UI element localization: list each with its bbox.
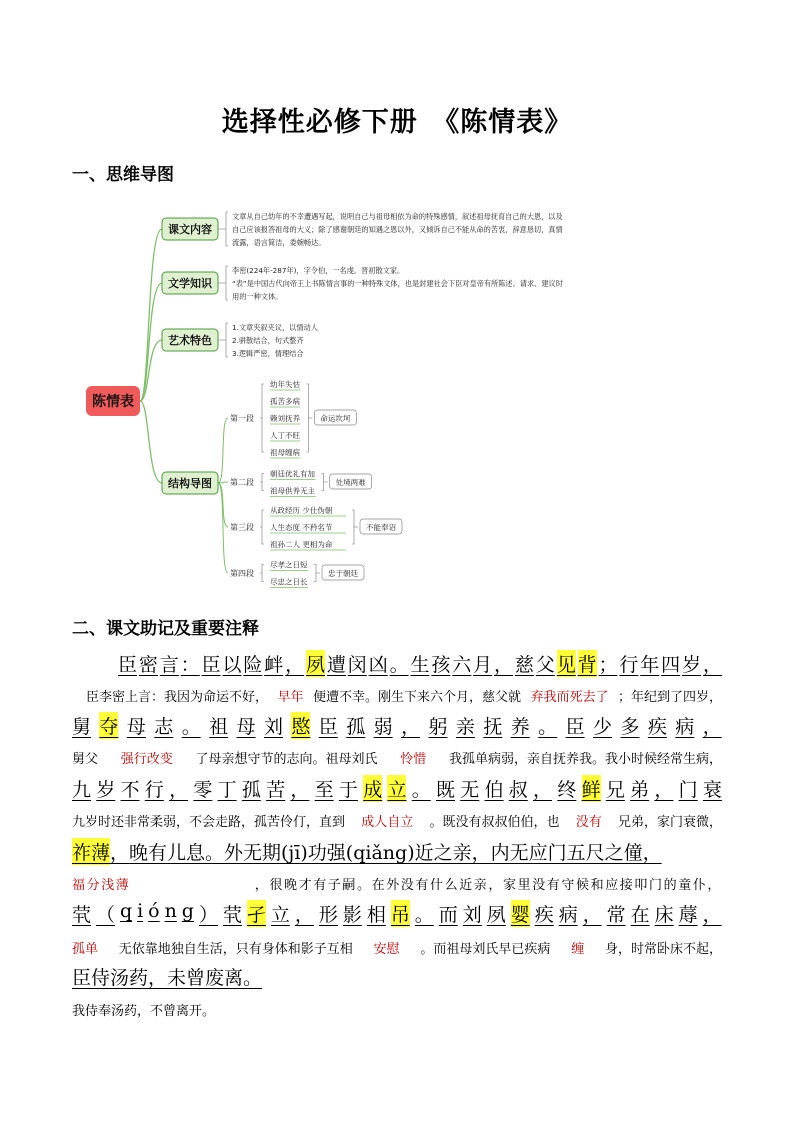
highlighted-word: 祚薄	[72, 838, 110, 865]
branch-text-line: 用的一种文体。	[232, 292, 283, 301]
highlighted-word: 立	[387, 775, 406, 802]
text-segment: 抚	[483, 716, 503, 738]
original-text	[72, 712, 722, 739]
translation-line	[72, 874, 722, 893]
translation-segment: 了母亲想守节的志向。祖母刘氏	[195, 752, 378, 767]
text-segment: 。	[389, 654, 409, 676]
text-segment: ，	[702, 716, 722, 738]
text-segment: 月	[473, 654, 493, 676]
paragraph-bracket	[260, 474, 264, 491]
text-segment: 门	[678, 779, 698, 801]
text-segment: 多	[620, 716, 640, 738]
text-segment: 衅	[264, 654, 284, 676]
structure-connector	[218, 418, 228, 483]
text-segment: 舅	[72, 716, 92, 738]
translation-segment: 舅父	[72, 752, 99, 767]
highlighted-word: 孑	[247, 900, 266, 927]
text-segment: 臣	[318, 716, 338, 738]
branch-text-line: 1.文章夹叙夹议，以情动人	[232, 323, 318, 332]
text-segment: 兄	[605, 779, 625, 801]
text-segment: ，	[290, 779, 310, 801]
text-segment: 以	[222, 654, 242, 676]
translation-segment: 。既没有叔叔伯伯，也	[429, 815, 560, 830]
paragraph-bracket	[260, 510, 264, 544]
translation-segment: 无依靠地独自生活，只有身体和影子互相	[118, 942, 353, 957]
key-annotation: 强行改变	[120, 752, 173, 767]
text-segment: 少	[593, 716, 613, 738]
translation-line	[72, 1000, 215, 1019]
original-text-line	[72, 838, 722, 865]
summary-label: 不能奉诏	[366, 523, 396, 532]
structure-item: 祖母缠病	[270, 448, 300, 457]
original-text-line	[72, 900, 722, 927]
branch-text-line: “表”是中国古代向帝王上书陈情言事的一种特殊文体，也是封建社会下臣对皇帝有所陈述、请求、建议时	[232, 279, 563, 288]
root-node-label: 陈情表	[92, 394, 134, 410]
text-segment: 年	[640, 654, 660, 676]
branch-node-label: 文学知识	[168, 277, 212, 290]
key-annotation: 安慰	[373, 942, 400, 957]
text-segment: ；	[598, 654, 618, 676]
text-segment: 叔	[508, 779, 528, 801]
text-segment: 无	[460, 779, 480, 801]
translation-segment: 便遭不幸。刚生下来六个月，慈父就	[312, 690, 521, 705]
paragraph-bracket	[260, 384, 264, 452]
text-segment: 生	[410, 654, 430, 676]
branch-text-line: 流露，语言简洁，委婉畅达。	[232, 238, 326, 247]
translation-line	[72, 938, 722, 957]
text-segment: 臣	[201, 654, 221, 676]
text-segment: 形	[318, 904, 338, 926]
structure-item: 祖母供养无主	[270, 486, 315, 496]
section-heading-text: 二、课文助记及重要注释	[72, 619, 259, 639]
text-segment: 不	[120, 779, 140, 801]
structure-item: 尽孝之日短	[270, 560, 308, 570]
translation-segment: 。而祖母刘氏早已疾病	[420, 942, 551, 957]
text-segment: ，	[582, 904, 602, 926]
text-segment: 躬	[428, 716, 448, 738]
structure-item: 孤苦多病	[270, 397, 300, 406]
text-segment: 险	[243, 654, 263, 676]
translation-line	[72, 686, 722, 705]
text-segment: 闵	[347, 654, 367, 676]
text-segment: 父	[535, 654, 555, 676]
text-segment: 岁	[682, 654, 702, 676]
branch-bracket	[218, 266, 228, 300]
text-segment: 于	[338, 779, 358, 801]
original-text-line	[72, 712, 722, 739]
text-segment: 。	[538, 716, 558, 738]
summary-bracket	[306, 384, 312, 452]
text-segment: 夙	[486, 904, 506, 926]
key-annotation: 怜惜	[400, 752, 427, 767]
structure-item: 尽忠之日长	[270, 577, 308, 587]
original-text	[72, 838, 722, 865]
text-segment: 而	[438, 904, 458, 926]
text-segment: 既	[435, 779, 455, 801]
text-segment: 影	[342, 904, 362, 926]
text-segment: ，	[401, 716, 421, 738]
section-heading-mindmap: 一、思维导图	[72, 165, 174, 185]
highlighted-word: 鲜	[582, 775, 601, 802]
text-segment: 臣	[565, 716, 585, 738]
text-segment: 密	[138, 654, 158, 676]
original-text-line	[72, 963, 262, 990]
text-segment: 。	[181, 716, 201, 738]
text-segment: 孩	[431, 654, 451, 676]
text-segment: ，	[702, 654, 722, 676]
paragraph-label: 第二段	[230, 478, 254, 487]
text-segment: ，	[654, 779, 674, 801]
original-text	[72, 963, 262, 990]
text-segment: 臣	[118, 654, 138, 676]
text-segment: ，	[494, 654, 514, 676]
text-segment: 弱	[373, 716, 393, 738]
text-segment: ，晚有儿息。外无期(jī)功强(qiǎng)近之亲，内无应门五尺之僮，	[110, 842, 662, 864]
text-segment: ，	[169, 779, 189, 801]
text-segment: g	[181, 900, 194, 922]
summary-label: 命运坎坷	[320, 414, 351, 423]
text-segment: 。	[414, 904, 434, 926]
translation-segment: 我孤单病弱，亲自抚养我。我小时候经常生病，	[448, 752, 722, 767]
text-segment: 常	[606, 904, 626, 926]
text-segment: 。	[411, 779, 431, 801]
highlighted-word: 夙	[306, 650, 325, 677]
text-segment: 九	[72, 779, 92, 801]
text-segment: 四	[661, 654, 681, 676]
text-segment: 臣侍汤药，未曾废离。	[72, 967, 263, 989]
branch-text-line: 自己应该报答祖母的大义；除了感谢朝廷的知遇之恩以外，又倾诉自己不能从命的苦衷，辞意恳切，真情	[232, 225, 563, 234]
text-segment: 伯	[484, 779, 504, 801]
original-text-line	[72, 775, 722, 802]
branch-node-label: 结构导图	[168, 477, 212, 490]
text-segment: 疾	[534, 904, 554, 926]
text-segment: 刘	[263, 716, 283, 738]
translation-segment: 兄弟，家门衰微，	[617, 815, 722, 830]
text-segment: 苦	[266, 779, 286, 801]
text-segment: ，	[702, 904, 722, 926]
original-text	[72, 775, 722, 802]
text-segment: ）	[198, 904, 218, 926]
text-segment: 终	[557, 779, 577, 801]
branch-text-line: 文章从自己幼年的不幸遭遇写起，说明自己与祖母相依为命的特殊感情，叙述祖母抚育自己的大恩，以及	[232, 212, 563, 221]
text-segment: ó	[148, 900, 160, 922]
text-segment: 慈	[514, 654, 534, 676]
key-annotation: 孤单	[72, 942, 99, 957]
translation-segment: 我侍奉汤药，不曾离开。	[72, 1004, 216, 1019]
text-segment: 茕	[222, 904, 242, 926]
text-segment: 茕	[72, 904, 92, 926]
summary-bracket	[352, 510, 358, 544]
text-segment: 病	[558, 904, 578, 926]
structure-item: 朝廷优礼有加	[270, 469, 315, 479]
structure-item: 幼年失怙	[270, 380, 300, 389]
text-segment: ，	[533, 779, 553, 801]
branch-node-label: 课文内容	[168, 223, 212, 236]
key-annotation: 福分浅薄	[72, 878, 131, 893]
text-segment: 孤	[241, 779, 261, 801]
text-segment: q	[119, 900, 133, 922]
original-text-line	[72, 650, 722, 677]
text-segment: 凶	[368, 654, 388, 676]
branch-connector	[140, 401, 162, 483]
translation-segment: ，很晚才有子嗣。在外没有什么近亲，家里没有守候和应接叩门的童仆，	[254, 878, 722, 893]
text-segment: 弟	[630, 779, 650, 801]
text-segment: 亲	[455, 716, 475, 738]
branch-text-line: 李密(224年-287年)，字令伯，一名虔。晋初散文家。	[232, 266, 405, 275]
text-segment: ：	[180, 654, 200, 676]
text-segment: 祖	[209, 716, 229, 738]
text-segment: 至	[314, 779, 334, 801]
translation-line	[72, 748, 722, 767]
text-segment: 岁	[96, 779, 116, 801]
branch-text-line: 2.骈散结合，句式整齐	[232, 336, 304, 345]
translation-segment: 臣李密上言：我因为命运不好，	[86, 690, 269, 705]
original-text	[72, 650, 722, 677]
highlighted-word: 夺	[99, 712, 118, 739]
translation-segment: 身，时常卧床不起，	[604, 942, 722, 957]
text-segment: 母	[126, 716, 146, 738]
key-annotation: 没有	[575, 815, 602, 830]
branch-node-label: 艺术特色	[168, 334, 212, 347]
structure-item: 赖刘抚养	[270, 414, 300, 423]
text-segment: 立	[270, 904, 290, 926]
text-segment: 养	[510, 716, 530, 738]
translation-segment: 九岁时还非常柔弱，不会走路，孤苦伶仃，直到	[72, 815, 346, 830]
page-title: 选择性必修下册 《陈情表》	[221, 107, 573, 138]
text-segment: 言	[159, 654, 179, 676]
text-segment: 在	[630, 904, 650, 926]
highlighted-word: 背	[578, 650, 597, 677]
summary-label: 忠于朝廷	[328, 569, 358, 578]
text-segment: 志	[154, 716, 174, 738]
branch-text-line: 3.逻辑严密，情理结合	[232, 349, 304, 358]
text-segment: 母	[236, 716, 256, 738]
key-annotation: 弃我而死去了	[530, 690, 609, 705]
text-segment: 遭	[326, 654, 346, 676]
highlighted-word: 见	[557, 650, 576, 677]
branch-connector	[140, 283, 162, 401]
translation-segment: ；年纪到了四岁，	[617, 690, 722, 705]
text-segment: 六	[452, 654, 472, 676]
summary-label: 处境两难	[335, 478, 366, 487]
text-segment: 零	[193, 779, 213, 801]
translation-line	[72, 811, 722, 830]
original-text	[72, 900, 722, 927]
mind-map	[72, 196, 612, 596]
structure-item: 人生态度 不矜名节	[270, 523, 333, 532]
text-segment: 丁	[217, 779, 237, 801]
highlighted-word: 愍	[291, 712, 310, 739]
branch-bracket	[218, 212, 228, 246]
text-segment: 相	[366, 904, 386, 926]
structure-item: 人丁不旺	[270, 431, 300, 440]
branch-connector	[140, 229, 162, 401]
text-segment: n	[164, 900, 177, 922]
paragraph-bracket	[260, 565, 264, 582]
text-segment: 床	[654, 904, 674, 926]
text-segment: ，	[294, 904, 314, 926]
paragraph-label: 第三段	[230, 523, 254, 532]
key-annotation: 成人自立	[361, 815, 414, 830]
text-segment: 行	[144, 779, 164, 801]
summary-bracket	[322, 474, 328, 491]
text-segment: 孤	[346, 716, 366, 738]
text-segment: ，	[285, 654, 305, 676]
branch-bracket	[218, 323, 228, 357]
highlighted-word: 吊	[391, 900, 410, 927]
structure-item: 从政经历 少仕伪朝	[270, 506, 333, 515]
summary-bracket	[314, 565, 320, 582]
text-segment: 病	[675, 716, 695, 738]
text-segment: 衰	[702, 779, 722, 801]
key-annotation: 缠	[571, 942, 585, 957]
structure-item: 祖孙二人 更相为命	[270, 540, 333, 549]
text-segment: i	[137, 900, 144, 922]
highlighted-word: 成	[363, 775, 382, 802]
text-segment: 疾	[647, 716, 667, 738]
paragraph-label: 第四段	[230, 569, 254, 578]
key-annotation: 早年	[277, 690, 304, 705]
paragraph-label: 第一段	[230, 414, 254, 423]
text-segment: 刘	[462, 904, 482, 926]
highlighted-word: 婴	[511, 900, 530, 927]
text-segment: 蓐	[678, 904, 698, 926]
text-segment: （	[95, 904, 115, 926]
text-segment: 行	[619, 654, 639, 676]
